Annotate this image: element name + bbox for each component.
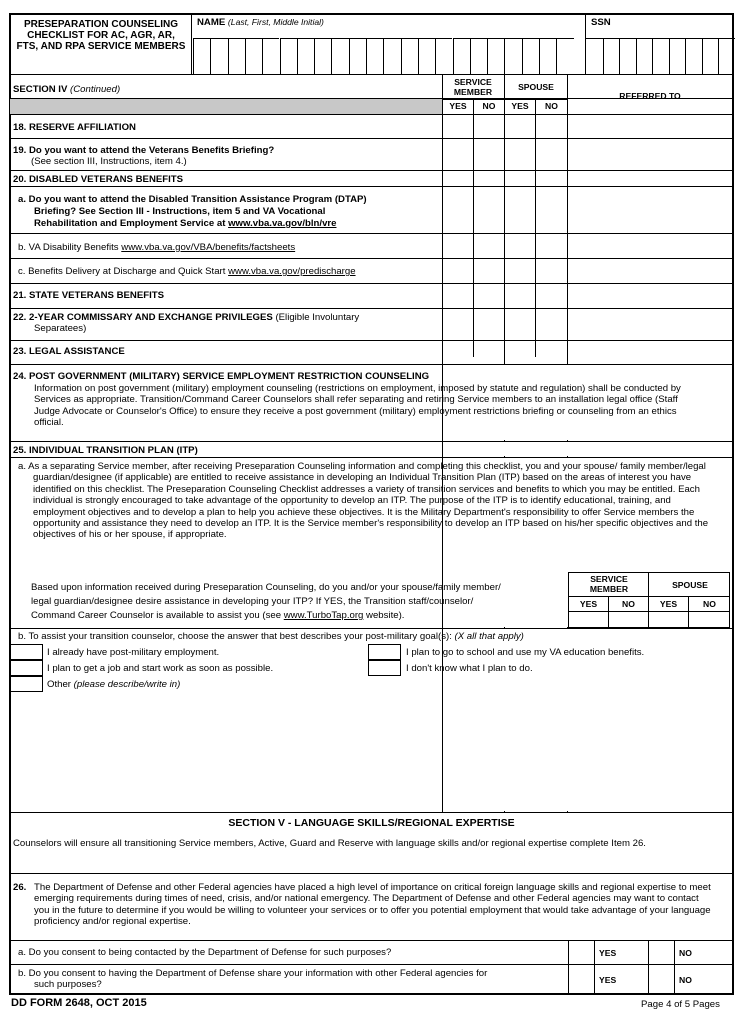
itp-sm-no: NO <box>622 599 635 609</box>
item-26-body: The Department of Defense and other Federal agencies have placed a high level of importance on critical foreign language skills and regional expertise to meet emerging requirements during times of need, crisis, and/or national emergency. The Department of Defense and other Federal agencies may want to contact you in the future to determine if you would be willing to volunteer your services or to offer you potential employment that would take advantage of your language proficiency and/or regional expertise. <box>34 882 711 928</box>
item-25a-q2: legal guardian/designee desire assistance in developing your ITP? If YES, the Transition staff/counselor/ <box>31 596 474 607</box>
itp-sm-yes-box[interactable] <box>569 612 608 627</box>
itp-sm-no-box[interactable] <box>609 612 648 627</box>
item-24-body: Information on post government (military) employment counseling (restrictions on employment, imposed by statute and regulation) shall be conducted by Services as appropriate. Transition/Command Career Counselors shall refer separating and retiring Service members to an installation legal office (Staff Judge Advocate or Counselor's Office) to ensure they receive a post government (military) employment restrictions briefing or counseling from an ethics official. <box>34 383 681 429</box>
itp-sp-yes: YES <box>659 599 678 609</box>
item-26b-line2: such purposes? <box>34 979 102 990</box>
name-char-box[interactable] <box>453 38 470 75</box>
item-25b: b. To assist your transition counselor, choose the answer that best describes your post-military goal(s): (X all that apply) <box>18 631 524 642</box>
item-26b-line1: b. Do you consent to having the Department of Defense share your information with other Federal agencies for <box>18 968 488 979</box>
ssn-char-box[interactable] <box>586 38 603 75</box>
name-char-box[interactable] <box>401 38 418 75</box>
item-26-num: 26. <box>13 882 27 893</box>
turbotap-link[interactable]: www.TurboTap.org <box>283 610 364 621</box>
item-20a-line1: a. Do you want to attend the Disabled Transition Assistance Program (DTAP) <box>18 194 367 205</box>
row-divider <box>9 138 734 139</box>
row-divider <box>9 186 734 187</box>
item-20a-line3: Rehabilitation and Employment Service at www.vba.va.gov/bln/vre <box>34 218 337 229</box>
item-24-title: 24. POST GOVERNMENT (MILITARY) SERVICE EMPLOYMENT RESTRICTION COUNSELING <box>13 371 430 382</box>
ssn-char-box[interactable] <box>652 38 669 75</box>
goal-school-checkbox[interactable] <box>368 644 401 660</box>
header-bottom-line <box>9 114 734 115</box>
item-20a-line2: Briefing? See Section III - Instructions, item 5 and VA Vocational <box>34 206 326 217</box>
name-char-box[interactable] <box>297 38 314 75</box>
item-25a-q3: Command Career Counselor is available to assist you (see www.TurboTap.org website). <box>31 610 405 621</box>
form-title: PRESEPARATION COUNSELING CHECKLIST FOR AC, AGR, AR, FTS, AND RPA SERVICE MEMBERS <box>16 19 186 52</box>
goal-job-label: I plan to get a job and start work as soon as possible. <box>47 663 274 674</box>
item-18: 18. RESERVE AFFILIATION <box>13 122 136 133</box>
consent-contact-yes-box[interactable] <box>569 941 594 964</box>
ssn-char-box[interactable] <box>636 38 653 75</box>
section-v-intro: Counselors will ensure all transitioning Service members, Active, Guard and Reserve with language skills and/or regional expertise complete Item 26. <box>13 838 646 849</box>
goal-job-checkbox[interactable] <box>10 660 43 676</box>
row-divider <box>9 283 734 284</box>
section-iv-title: SECTION IV (Continued) <box>13 84 121 95</box>
ssn-char-box[interactable] <box>619 38 636 75</box>
row-divider <box>9 258 734 259</box>
goal-unknown-label: I don't know what I plan to do. <box>406 663 533 674</box>
service-member-header: SERVICE MEMBER <box>453 77 493 97</box>
itp-spouse-header: SPOUSE <box>672 580 708 590</box>
name-char-box[interactable] <box>418 38 435 75</box>
consent-share-yes: YES <box>599 975 617 985</box>
consent-share-yes-box[interactable] <box>569 965 594 994</box>
name-char-box[interactable] <box>228 38 245 75</box>
name-char-box[interactable] <box>331 38 348 75</box>
name-char-box[interactable] <box>245 38 262 75</box>
name-char-box[interactable] <box>349 38 366 75</box>
name-char-box[interactable] <box>193 38 210 75</box>
sm-no-header: NO <box>482 101 496 111</box>
consent-contact-no-box[interactable] <box>649 941 674 964</box>
consent-share-no-box[interactable] <box>649 965 674 994</box>
name-label: NAME (Last, First, Middle Initial) <box>197 17 324 28</box>
name-char-box[interactable] <box>262 38 279 75</box>
row-divider <box>9 308 734 309</box>
row-divider <box>9 340 734 341</box>
itp-sm-yes: YES <box>579 599 598 609</box>
goal-employment-label: I already have post-military employment. <box>47 647 220 658</box>
row-divider <box>9 170 734 171</box>
sp-no-header: NO <box>545 101 558 111</box>
consent-share-no: NO <box>679 975 692 985</box>
item-23: 23. LEGAL ASSISTANCE <box>13 346 125 357</box>
name-char-box[interactable] <box>522 38 539 75</box>
item-21: 21. STATE VETERANS BENEFITS <box>13 290 165 301</box>
name-char-box[interactable] <box>383 38 400 75</box>
referred-to-header: REFERRED TO <box>619 91 681 101</box>
item-20: 20. DISABLED VETERANS BENEFITS <box>13 174 184 185</box>
sp-yes-header: YES <box>511 101 529 111</box>
consent-contact-no: NO <box>679 948 692 958</box>
item-25-title: 25. INDIVIDUAL TRANSITION PLAN (ITP) <box>13 445 198 456</box>
name-char-box[interactable] <box>280 38 297 75</box>
vre-link[interactable]: www.vba.va.gov/bln/vre <box>228 218 337 229</box>
section-v-title: SECTION V - LANGUAGE SKILLS/REGIONAL EXPERTISE <box>228 817 515 829</box>
goal-other-checkbox[interactable] <box>10 676 43 692</box>
itp-sp-no: NO <box>703 599 716 609</box>
name-char-box[interactable] <box>539 38 556 75</box>
spouse-header: SPOUSE <box>518 82 554 92</box>
item-25a-q1: Based upon information received during Preseparation Counseling, do you and/or your spouse/family member/ <box>31 582 501 593</box>
itp-sp-yes-box[interactable] <box>649 612 688 627</box>
factsheets-link[interactable]: www.vba.va.gov/VBA/benefits/factsheets <box>121 242 296 253</box>
row-divider <box>9 233 734 234</box>
item-26a: a. Do you consent to being contacted by the Department of Defense for such purposes? <box>18 947 392 958</box>
itp-sp-no-box[interactable] <box>689 612 729 627</box>
sm-yes-header: YES <box>449 101 467 111</box>
itp-service-member-header: SERVICE MEMBER <box>589 574 629 594</box>
name-char-box[interactable] <box>487 38 504 75</box>
goal-school-label: I plan to go to school and use my VA education benefits. <box>406 647 645 658</box>
ssn-label: SSN <box>591 17 611 28</box>
goal-unknown-checkbox[interactable] <box>368 660 401 676</box>
form-id: DD FORM 2648, OCT 2015 <box>11 997 147 1009</box>
item-20c: c. Benefits Delivery at Discharge and Quick Start www.vba.va.gov/predischarge <box>18 266 356 277</box>
page-number: Page 4 of 5 Pages <box>641 999 720 1010</box>
item-20b: b. VA Disability Benefits www.vba.va.gov/VBA/benefits/factsheets <box>18 242 296 253</box>
predischarge-link[interactable]: www.vba.va.gov/predischarge <box>228 266 356 277</box>
section-iv-grey-bar <box>10 99 442 114</box>
ssn-char-box[interactable] <box>702 38 719 75</box>
goal-employment-checkbox[interactable] <box>10 644 43 660</box>
goal-other-label: Other (please describe/write in) <box>47 679 181 690</box>
ssn-char-box[interactable] <box>603 38 620 75</box>
name-char-box[interactable] <box>470 38 487 75</box>
goal-other-write-in[interactable] <box>44 693 732 811</box>
consent-contact-yes: YES <box>599 948 617 958</box>
item-19-sub: (See section III, Instructions, item 4.) <box>31 156 187 167</box>
name-char-box[interactable] <box>504 38 521 75</box>
item-25a: a. As a separating Service member, after receiving Preseparation Counseling information and completing this checklist, you and your spouse/ family member/legal guardian/designee (if applicable) are entitled to receive assistance in developing an Individual Transition Plan (ITP) based on the areas of interest you have identified on this checklist. The Preseparation Counseling Checklist addresses a variety of transition services and benefits to which you may be entitled. Each individual is strongly encouraged to take advantage of the opportunity to develop an ITP. The purpose of the ITP is to identify educational, training, and employment objectives and to develop a plan to help you achieve these objectives. It is the Military Department's responsibility to offer Service members the opportunity and assistance they need to develop an ITP. It is the Service member's responsibility to develop an ITP based on his/her specific objectives and the objectives of his or her spouse, if appropriate. <box>18 461 709 541</box>
name-char-box[interactable] <box>366 38 383 75</box>
name-char-box[interactable] <box>210 38 227 75</box>
name-char-box[interactable] <box>314 38 331 75</box>
ssn-char-box[interactable] <box>669 38 686 75</box>
ssn-char-box[interactable] <box>685 38 702 75</box>
item-22: 22. 2-YEAR COMMISSARY AND EXCHANGE PRIVILEGES (Eligible Involuntary <box>13 312 360 323</box>
name-char-box[interactable] <box>556 38 573 75</box>
name-char-box[interactable] <box>435 38 452 75</box>
item-22-sub: Separatees) <box>34 323 87 334</box>
item-19: 19. Do you want to attend the Veterans Benefits Briefing? <box>13 145 275 156</box>
ssn-char-box[interactable] <box>718 38 735 75</box>
